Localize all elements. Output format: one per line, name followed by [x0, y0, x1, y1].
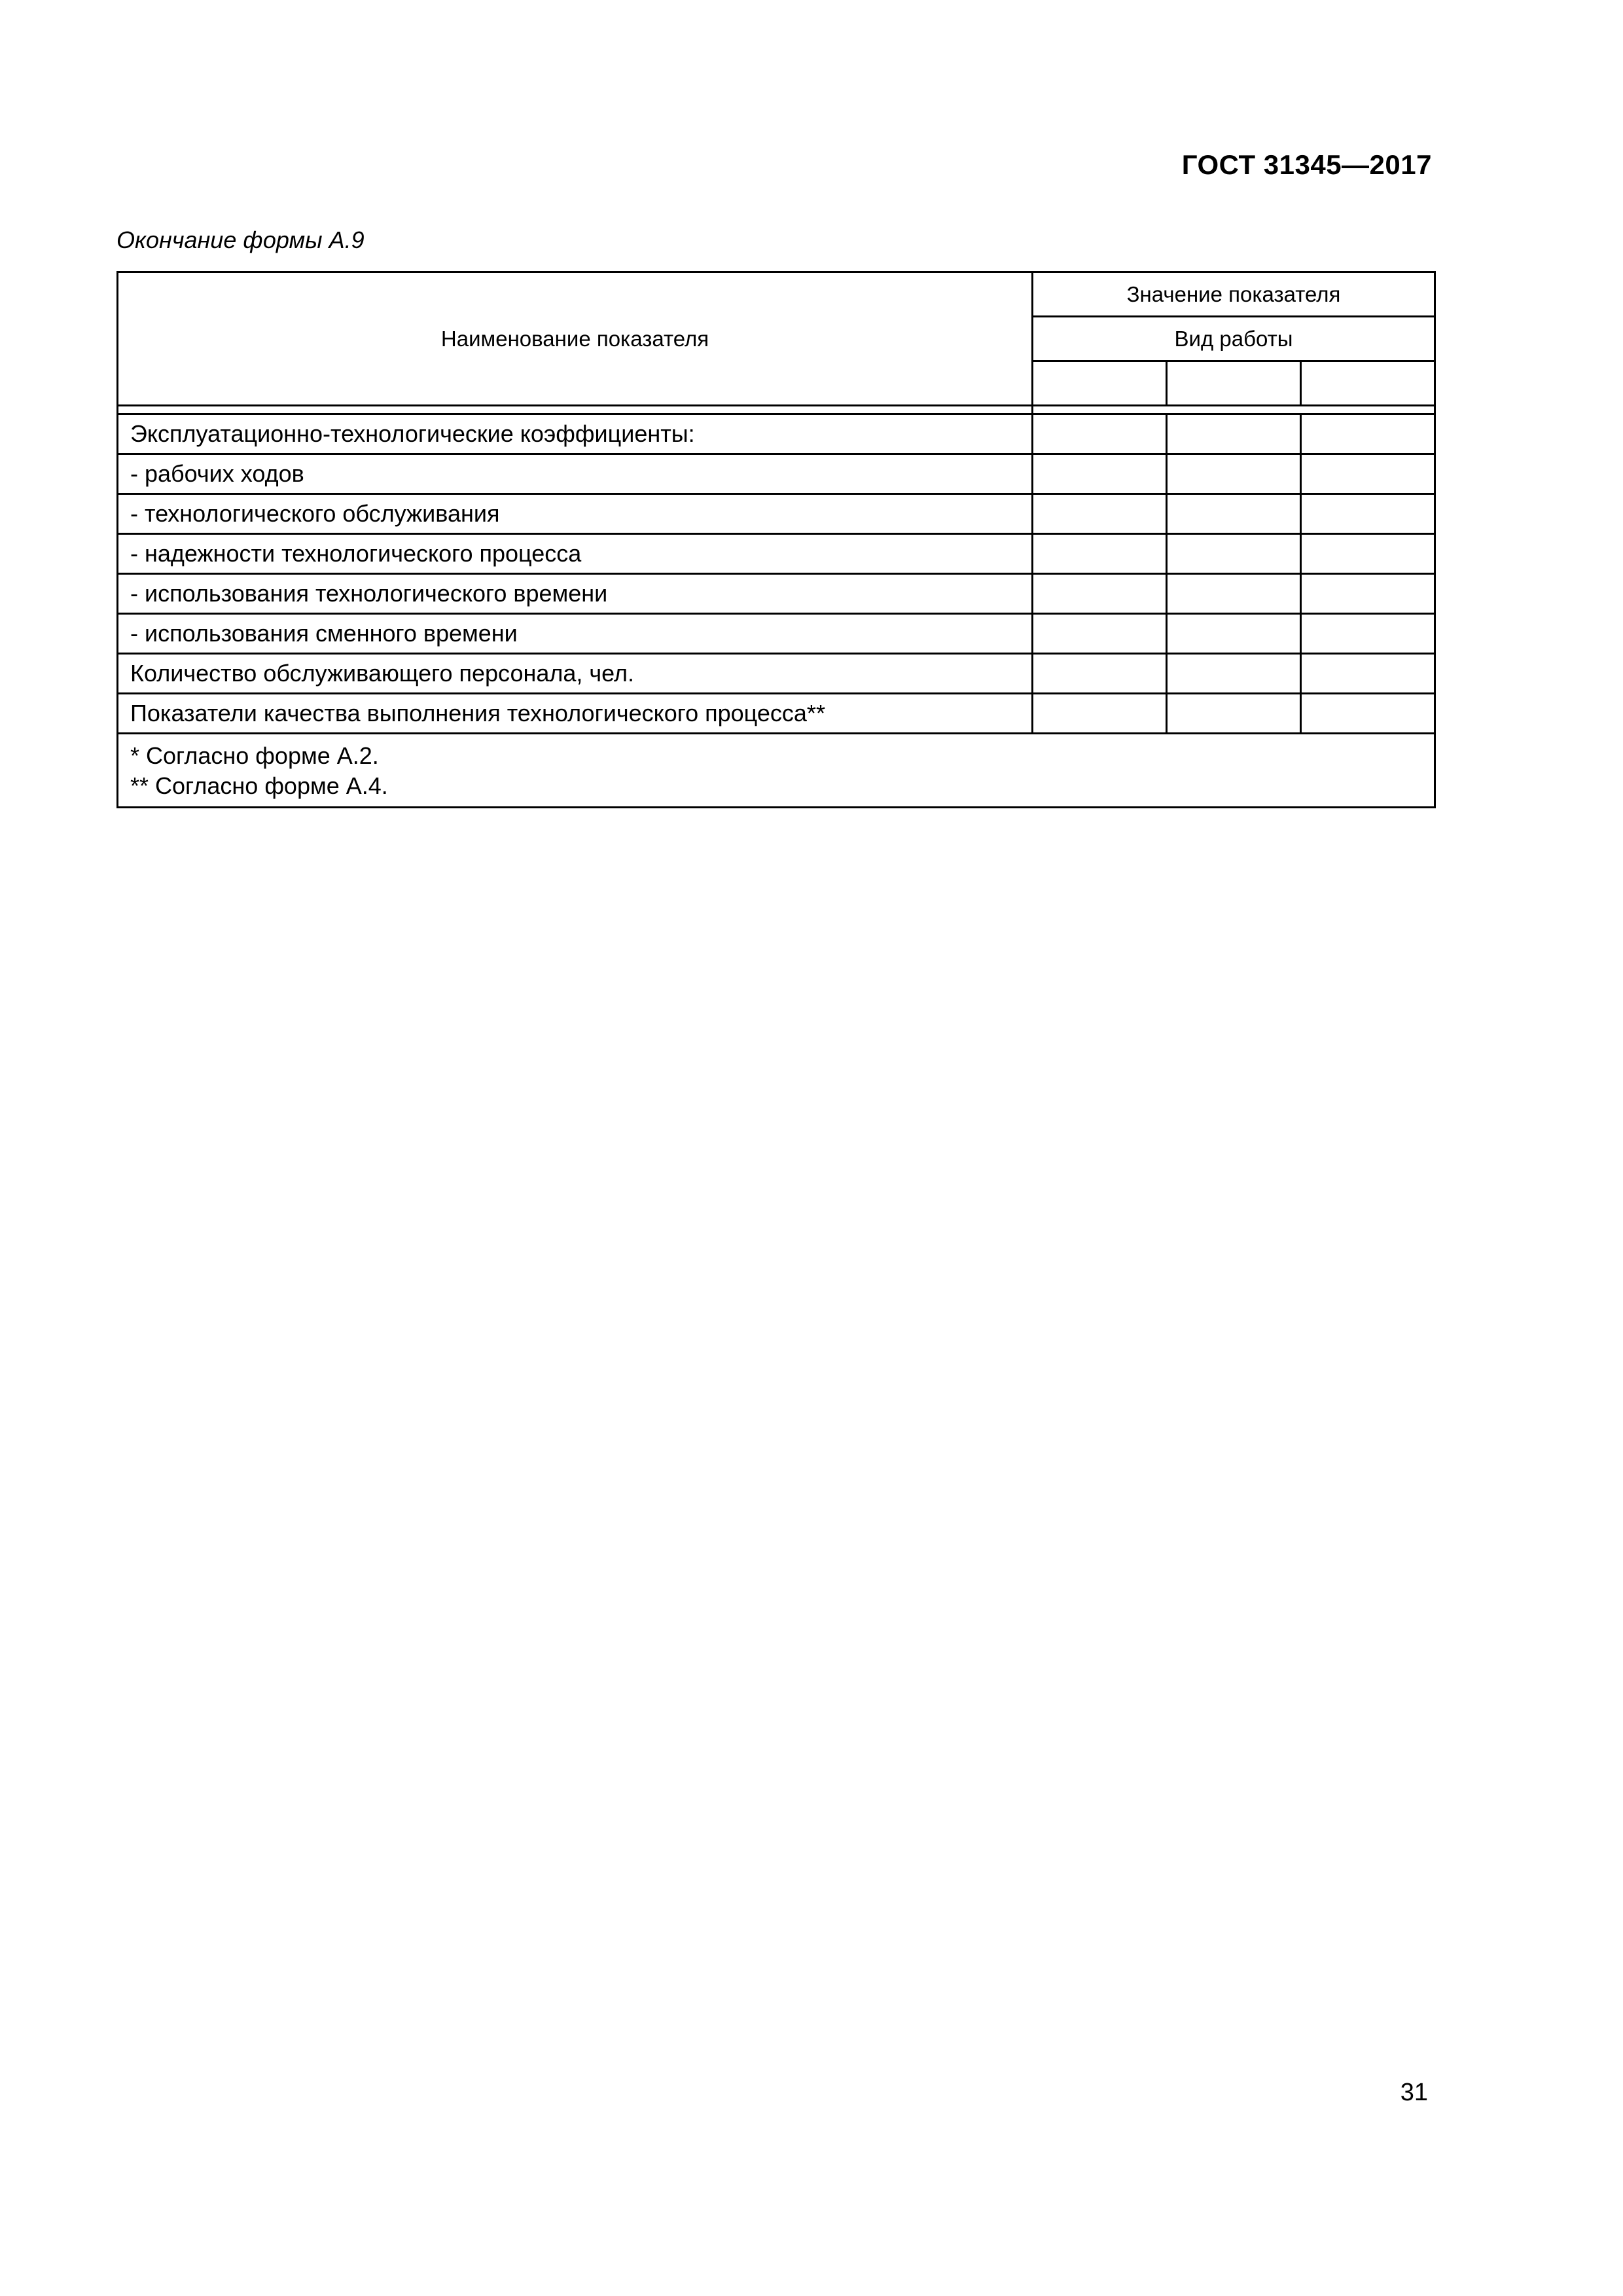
row-label: - использования технологического времени — [118, 574, 1033, 614]
value-cell — [1301, 654, 1435, 694]
row-label: - использования сменного времени — [118, 614, 1033, 654]
value-cell — [1033, 454, 1167, 494]
value-cell — [1167, 414, 1301, 454]
row-label: Количество обслуживающего персонала, чел. — [118, 654, 1033, 694]
value-cell — [1301, 494, 1435, 534]
row-label: - надежности технологического процесса — [118, 534, 1033, 574]
table-row — [118, 654, 1435, 694]
value-cell — [1167, 694, 1301, 734]
value-cell — [1033, 694, 1167, 734]
header-value-cell — [1033, 361, 1167, 406]
table-row — [118, 574, 1435, 614]
table-row — [118, 494, 1435, 534]
header-value-group: Значение показателя — [1033, 272, 1435, 317]
note-line: * Согласно форме А.2. — [130, 742, 379, 769]
value-cell — [1033, 614, 1167, 654]
value-cell — [1167, 494, 1301, 534]
table-row — [118, 414, 1435, 454]
value-cell — [1033, 494, 1167, 534]
row-label: - технологического обслуживания — [118, 494, 1033, 534]
value-cell — [1033, 414, 1167, 454]
value-cell — [1301, 614, 1435, 654]
table-caption: Окончание формы А.9 — [116, 226, 365, 253]
table-row — [118, 694, 1435, 734]
table-notes — [118, 734, 1435, 808]
header-value-cell — [1301, 361, 1435, 406]
table-row — [118, 454, 1435, 494]
value-cell — [1301, 454, 1435, 494]
page-number: 31 — [1400, 2079, 1428, 2106]
form-table — [116, 271, 1436, 808]
document-code: ГОСТ 31345—2017 — [1181, 149, 1432, 180]
value-cell — [1167, 534, 1301, 574]
value-cell — [1167, 654, 1301, 694]
row-label: - рабочих ходов — [118, 454, 1033, 494]
value-cell — [1033, 654, 1167, 694]
value-cell — [1301, 694, 1435, 734]
notes-row — [118, 734, 1435, 808]
row-label: Показатели качества выполнения технологического процесса** — [118, 694, 1033, 734]
value-cell — [1033, 574, 1167, 614]
value-cell — [1167, 614, 1301, 654]
header-separator — [118, 406, 1435, 414]
note-line: ** Согласно форме А.4. — [130, 772, 388, 799]
table-row — [118, 534, 1435, 574]
value-cell — [1167, 454, 1301, 494]
header-work-type: Вид работы — [1033, 317, 1435, 361]
value-cell — [1033, 534, 1167, 574]
row-label: Эксплуатационно-технологические коэффициенты: — [118, 414, 1033, 454]
header-name-column: Наименование показателя — [118, 272, 1033, 406]
value-cell — [1301, 414, 1435, 454]
value-cell — [1301, 534, 1435, 574]
value-cell — [1301, 574, 1435, 614]
value-cell — [1167, 574, 1301, 614]
header-value-cell — [1167, 361, 1301, 406]
table-row — [118, 614, 1435, 654]
